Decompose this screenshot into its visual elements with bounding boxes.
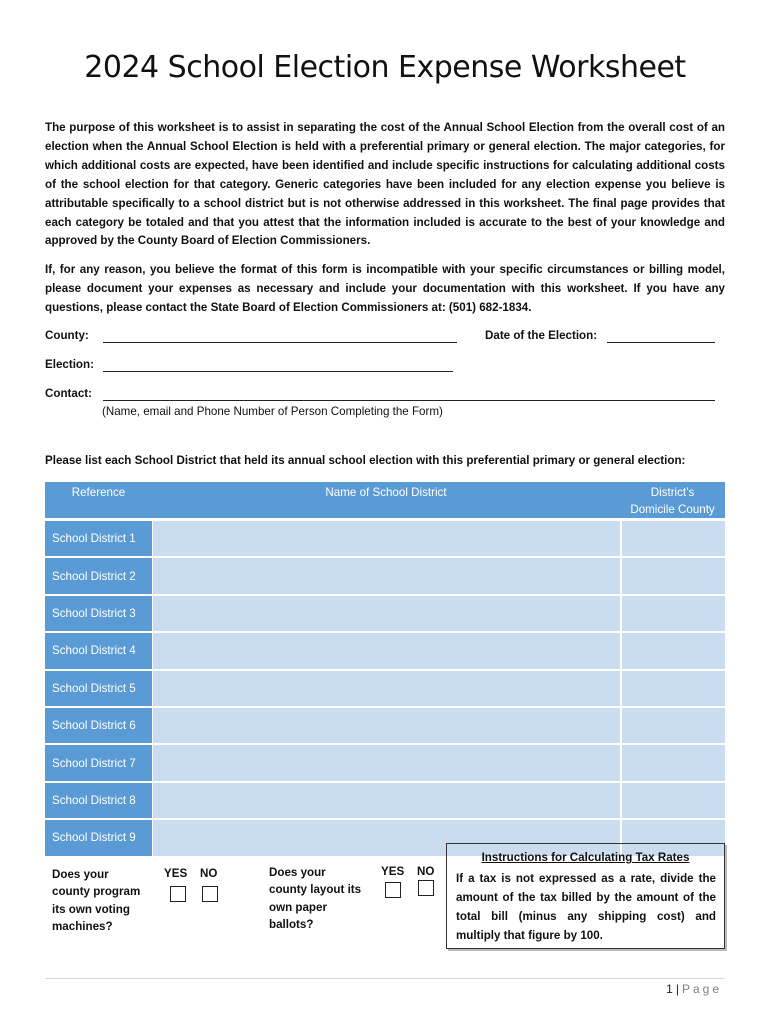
contact-field[interactable] <box>103 400 715 401</box>
table-row <box>45 632 725 669</box>
row-reference: School District 1 <box>45 520 152 557</box>
district-name-cell[interactable] <box>152 557 620 594</box>
table-header-row <box>45 482 725 520</box>
question-line: own paper <box>269 900 327 914</box>
row-reference: School District 4 <box>45 632 152 669</box>
row-reference: School District 9 <box>45 819 152 856</box>
district-name-cell[interactable] <box>152 707 620 744</box>
district-name-cell[interactable] <box>152 744 620 781</box>
school-district-table <box>45 482 725 857</box>
table-row <box>45 595 725 632</box>
row-reference: School District 7 <box>45 744 152 781</box>
intro-paragraph-purpose: The purpose of this worksheet is to assist in separating the cost of the Annual School Election from the overall cost of an election when the Annual School Election is held with a preferential primary or general election. The major categories, for which additional costs are expected, have been identified and include specific instructions for calculating additional costs of the school election for that category. Generic categories have been included for any election expense you believe is attributable specifically to a school district but is not otherwise addressed in this worksheet. The final page provides that each category be totaled and that you attest that the information included is accurate to the best of your knowledge and approved by the County Board of Election Commissioners. <box>45 121 725 248</box>
question-line: Does your <box>269 866 326 879</box>
question-line: county program <box>52 885 141 899</box>
contact-hint: (Name, email and Phone Number of Person Completing the Form) <box>102 405 443 418</box>
page-word: Page <box>681 982 722 996</box>
district-table-intro: Please list each School District that held its annual school election with this preferential primary or general election: <box>45 454 686 467</box>
page-number: 1 <box>666 982 673 996</box>
paper-ballots-question <box>269 864 361 934</box>
district-name-cell[interactable] <box>152 595 620 632</box>
voting-machines-yes-label: YES <box>164 867 188 880</box>
election-date-field[interactable] <box>607 342 715 343</box>
reference-column-header: Reference <box>45 482 152 520</box>
paper-ballots-yes-checkbox[interactable] <box>385 882 401 898</box>
question-line: county layout its <box>269 883 362 897</box>
county-field[interactable] <box>103 342 457 343</box>
election-date-label: Date of the Election: <box>485 329 598 342</box>
voting-machines-question <box>52 866 140 936</box>
domicile-county-header-line1: District’s <box>650 486 695 499</box>
election-label: Election: <box>45 358 94 371</box>
paper-ballots-no-checkbox[interactable] <box>418 880 434 896</box>
table-row <box>45 557 725 594</box>
row-reference: School District 6 <box>45 707 152 744</box>
contact-label: Contact: <box>45 387 93 400</box>
domicile-county-cell[interactable] <box>620 707 725 744</box>
paper-ballots-no-label: NO <box>417 865 435 878</box>
question-line: its own voting <box>52 902 130 916</box>
county-label: County: <box>45 329 89 342</box>
paper-ballots-yes-label: YES <box>381 865 405 878</box>
row-reference: School District 3 <box>45 595 152 632</box>
domicile-county-cell[interactable] <box>620 782 725 819</box>
instructions-body: If a tax is not expressed as a rate, divide the amount of the tax billed by the amount of the total bill (minus any shipping cost) and multiply that figure by 100. <box>456 872 716 942</box>
page-title: 2024 School Election Expense Worksheet <box>84 50 686 85</box>
table-row <box>45 707 725 744</box>
district-name-column-header: Name of School District <box>152 482 620 520</box>
domicile-county-cell[interactable] <box>620 632 725 669</box>
table-row <box>45 520 725 557</box>
instructions-title: Instructions for Calculating Tax Rates <box>481 851 690 864</box>
voting-machines-no-checkbox[interactable] <box>202 886 218 902</box>
district-name-cell[interactable] <box>152 632 620 669</box>
domicile-county-cell[interactable] <box>620 595 725 632</box>
page-footer <box>666 982 722 996</box>
row-reference: School District 2 <box>45 557 152 594</box>
voting-machines-no-label: NO <box>200 867 218 880</box>
domicile-county-column-header <box>620 482 725 520</box>
question-line: machines? <box>52 920 113 934</box>
tax-rate-instructions-box <box>446 843 725 949</box>
table-row <box>45 670 725 707</box>
district-name-cell[interactable] <box>152 520 620 557</box>
table-row <box>45 782 725 819</box>
district-name-cell[interactable] <box>152 670 620 707</box>
page-separator: | <box>675 982 679 996</box>
domicile-county-cell[interactable] <box>620 520 725 557</box>
domicile-county-cell[interactable] <box>620 744 725 781</box>
district-name-cell[interactable] <box>152 782 620 819</box>
domicile-county-cell[interactable] <box>620 670 725 707</box>
intro-paragraph-contact: If, for any reason, you believe the format of this form is incompatible with your specific circumstances or billing model, please document your expenses as necessary and include your documentation with this worksheet. If you have any questions, please contact the State Board of Election Commissioners at: (501) 682-1834. <box>45 263 725 314</box>
election-field[interactable] <box>103 371 453 372</box>
voting-machines-yes-checkbox[interactable] <box>170 886 186 902</box>
footer-divider <box>45 978 725 979</box>
domicile-county-cell[interactable] <box>620 557 725 594</box>
domicile-county-header-line2: Domicile County <box>630 503 715 516</box>
row-reference: School District 8 <box>45 782 152 819</box>
table-row <box>45 744 725 781</box>
question-line: Does your <box>52 868 109 881</box>
row-reference: School District 5 <box>45 670 152 707</box>
question-line: ballots? <box>269 918 314 932</box>
